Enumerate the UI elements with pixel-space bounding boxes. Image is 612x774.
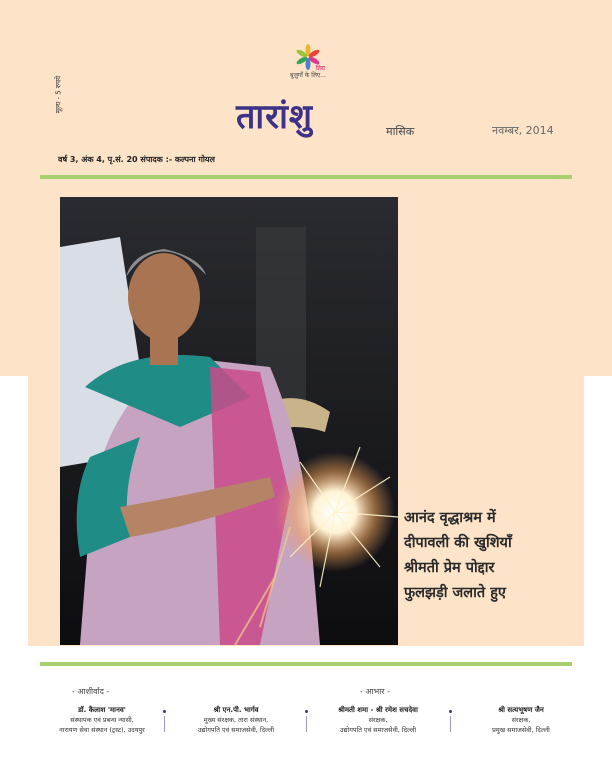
person-role: संस्थापक एवं प्रबन्ध न्यासी, <box>70 716 134 724</box>
logo-brand-text: तिरा <box>316 65 325 72</box>
separator-dot <box>305 710 308 713</box>
caption-line: फुलझड़ी जलाते हुए <box>404 585 506 601</box>
person-name: श्री एन.पी. भार्गव <box>213 706 259 714</box>
person-role: प्रमुख समाजसेवी, दिल्ली <box>492 726 550 734</box>
person-role: संरक्षक, <box>511 716 531 724</box>
price-label: मूल्य - 5 रुपये <box>54 75 63 114</box>
footer-person <box>312 706 444 735</box>
separator-dot <box>449 710 452 713</box>
magazine-title: तारांशु <box>236 97 314 137</box>
footer-person <box>172 706 300 735</box>
person-role: उद्योगपति एवं समाजसेवी, दिल्ली <box>339 726 417 734</box>
caption-line: आनंद वृद्धाश्रम में <box>404 510 496 526</box>
thanks-heading: - आभार - <box>360 687 391 696</box>
separator-line <box>306 716 307 732</box>
tara-logo <box>284 44 332 88</box>
frequency-label: मासिक <box>386 125 415 138</box>
person-name: श्री सत्यभूषण जैन <box>498 706 544 714</box>
separator-line <box>164 716 165 732</box>
blessing-heading: - आशीर्वाद - <box>72 687 110 696</box>
issue-date: नवम्बर, 2014 <box>492 124 554 137</box>
person-role: संरक्षक, <box>368 716 388 724</box>
photo-caption <box>404 506 584 606</box>
footer-person <box>456 706 586 735</box>
cover-photo <box>60 197 398 645</box>
logo-tagline: बुज़ुर्गों के लिए... <box>290 72 326 79</box>
separator-line <box>450 716 451 732</box>
bottom-divider <box>40 662 572 666</box>
person-name: श्रीमती शमा - श्री रमेश सचदेवा <box>338 706 418 714</box>
top-divider <box>40 175 572 179</box>
issue-info: वर्ष 3, अंक 4, पृ.सं. 20 संपादक :- कल्पना गोयल <box>58 155 215 164</box>
person-role: नारायण सेवा संस्थान (ट्रस्ट), उदयपुर <box>59 726 145 734</box>
person-role: मुख्य संरक्षक, तारा संस्थान, <box>203 716 269 724</box>
caption-line: श्रीमती प्रेम पोद्दार <box>404 560 495 576</box>
footer-person <box>40 706 164 735</box>
person-role: उद्योगपति एवं समाजसेवी, दिल्ली <box>197 726 275 734</box>
caption-line: दीपावली की खुशियाँ <box>404 535 512 551</box>
person-name: डॉ. कैलाश 'मानव' <box>78 706 126 714</box>
separator-dot <box>163 710 166 713</box>
